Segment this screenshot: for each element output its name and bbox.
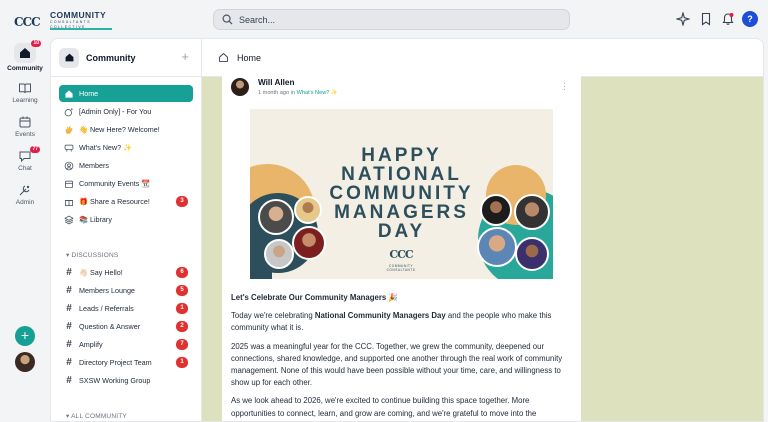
- hash-icon: #: [66, 339, 72, 350]
- admin-icon: [18, 183, 32, 197]
- post-meta: [258, 90, 338, 96]
- sidebar-item-label: SXSW Working Group: [79, 376, 151, 385]
- sidebar-item-sxsw[interactable]: [59, 372, 193, 389]
- hash-icon: #: [66, 267, 72, 278]
- unread-badge: 3: [176, 196, 188, 207]
- hash-icon: #: [66, 321, 72, 332]
- unread-badge: 1: [176, 357, 188, 368]
- megaphone-icon: [64, 143, 74, 153]
- sidebar-item-label: Leads / Referrals: [79, 304, 134, 313]
- hash-icon: #: [66, 375, 72, 386]
- post-body: [231, 292, 573, 422]
- rail-label: Admin: [15, 199, 35, 206]
- content-panel: [50, 38, 764, 422]
- unread-badge: 7: [176, 339, 188, 350]
- post-space-link[interactable]: What's New? ✨: [296, 90, 338, 96]
- author-avatar[interactable]: [231, 78, 249, 96]
- member-photo: [477, 227, 517, 267]
- main-header: [202, 39, 764, 77]
- rail-label: Learning: [12, 97, 38, 104]
- members-icon: [64, 161, 74, 171]
- home-icon: [64, 89, 74, 99]
- member-photo: [294, 196, 322, 224]
- bookmark-icon[interactable]: [699, 12, 713, 26]
- post-time: 1 month ago in: [258, 90, 296, 96]
- search-placeholder: Search...: [239, 14, 276, 25]
- sidebar-item-amplify[interactable]: [59, 336, 193, 353]
- banner-line: COMMUNITY: [329, 183, 474, 204]
- book-icon: [18, 81, 32, 95]
- member-photo: [514, 194, 550, 230]
- sparkle-icon[interactable]: [676, 12, 690, 26]
- wordmark-line1: COMMUNITY: [50, 10, 107, 20]
- rail-item-chat[interactable]: [0, 146, 50, 172]
- banner-line: HAPPY: [361, 145, 442, 166]
- rail-item-learning[interactable]: [0, 81, 50, 104]
- community-icon: [59, 48, 79, 68]
- calendar-icon: [64, 179, 74, 189]
- member-photo: [264, 239, 294, 269]
- sidebar-item-members[interactable]: [59, 157, 193, 174]
- bell-icon[interactable]: [721, 12, 735, 26]
- rail-badge-community: 10: [33, 40, 39, 46]
- sidebar-item-label: [Admin Only] - For You: [79, 107, 152, 116]
- unread-badge: 5: [176, 285, 188, 296]
- post-more-button[interactable]: ⋮: [560, 81, 569, 91]
- post-heading: Let's Celebrate Our Community Managers 🎉: [231, 293, 399, 302]
- sidebar-item-question-answer[interactable]: [59, 318, 193, 335]
- rail-item-events[interactable]: [0, 115, 50, 138]
- user-avatar[interactable]: [15, 352, 35, 372]
- section-discussions[interactable]: [66, 251, 118, 259]
- unread-badge: 6: [176, 267, 188, 278]
- page-title: Home: [237, 52, 262, 63]
- rail-label: Events: [15, 131, 35, 138]
- add-space-button[interactable]: +: [181, 49, 189, 64]
- rail-item-admin[interactable]: [0, 183, 50, 206]
- wordmark-line2: CONSULTANTS COLLECTIVE: [50, 20, 91, 29]
- sidebar-item-label: 👋 New Here? Welcome!: [79, 125, 160, 134]
- sidebar-item-share-resource[interactable]: [59, 193, 193, 210]
- rail-badge-chat: 77: [32, 146, 38, 152]
- banner-logo: CCC: [389, 248, 413, 261]
- banner-logo-text: COMMUNITY CONSULTANTS: [386, 264, 416, 272]
- p1-bold: National Community Managers Day: [314, 311, 446, 321]
- sidebar-item-label: Question & Answer: [79, 322, 141, 331]
- hash-icon: #: [66, 285, 72, 296]
- member-photo: [258, 199, 294, 235]
- sidebar-item-label: Home: [79, 89, 99, 98]
- rail-item-community[interactable]: [0, 40, 50, 72]
- rail-label: Community: [7, 65, 43, 72]
- post-paragraph: 2025 was a meaningful year for the CCC. Together, we grew the community, deepened our connections, shared knowledge, and supported one another through the real work of community management. None of this would have been possible without your time, care, and willingness to show up for each other.: [231, 341, 563, 388]
- wave-icon: [64, 125, 74, 135]
- unread-badge: 2: [176, 321, 188, 332]
- p1-after: and the people who make this community what it is.: [231, 311, 552, 333]
- post-card: [222, 76, 581, 422]
- sidebar-item-welcome[interactable]: [59, 121, 193, 138]
- sidebar-item-members-lounge[interactable]: [59, 282, 193, 299]
- sidebar-item-say-hello[interactable]: [59, 264, 193, 281]
- unread-badge: 1: [176, 303, 188, 314]
- sidebar-item-label: Members Lounge: [79, 286, 135, 295]
- member-photo: [515, 237, 549, 271]
- sidebar-item-for-you[interactable]: [59, 103, 193, 120]
- sidebar-header: [51, 39, 201, 77]
- calendar-icon: [18, 115, 32, 129]
- rail-active-box: [14, 40, 39, 63]
- search-input[interactable]: [213, 9, 570, 30]
- create-button[interactable]: +: [15, 326, 35, 346]
- top-bar: [0, 0, 768, 40]
- member-photo: [480, 194, 512, 226]
- hash-icon: #: [66, 303, 72, 314]
- section-title: ALL COMMUNITY: [71, 413, 127, 420]
- brand-logo[interactable]: CCC: [14, 15, 40, 29]
- banner-line: NATIONAL: [341, 164, 462, 185]
- sidebar-item-home[interactable]: [59, 85, 193, 102]
- post-paragraph: [231, 310, 573, 334]
- post-banner-image[interactable]: [250, 109, 553, 279]
- hash-icon: #: [66, 357, 72, 368]
- banner-line: MANAGERS: [334, 202, 469, 223]
- post-author[interactable]: Will Allen: [258, 78, 295, 87]
- sidebar-title: Community: [86, 52, 136, 63]
- post-paragraph: As we look ahead to 2026, we're excited to continue building this space together. More opportunities to connect, learn, and grow are coming, and we're grateful to move into the: [231, 396, 537, 418]
- member-photo: [292, 226, 326, 260]
- sidebar-item-label: 📚 Library: [79, 215, 112, 224]
- banner-line: DAY: [377, 221, 426, 242]
- home-icon: [218, 52, 229, 63]
- rail-label: Chat: [18, 165, 32, 172]
- p1-before: Today we're celebrating: [231, 311, 315, 321]
- feed-area: [202, 77, 764, 422]
- chevron-down-icon: ▾: [66, 413, 72, 420]
- sparkle-icon: [64, 107, 74, 117]
- sidebar-item-whats-new[interactable]: [59, 139, 193, 156]
- sidebar-item-label: Amplify: [79, 340, 103, 349]
- gift-icon: [64, 197, 74, 207]
- brand-wordmark[interactable]: [50, 10, 112, 30]
- sidebar-item-label: Community Events 📆: [79, 179, 151, 188]
- sidebar-item-leads-referrals[interactable]: [59, 300, 193, 317]
- stack-icon: [64, 215, 74, 225]
- sidebar-item-label: 👋🏻 Say Hello!: [79, 268, 123, 277]
- sidebar-item-directory-project[interactable]: [59, 354, 193, 371]
- section-title: DISCUSSIONS: [71, 252, 119, 259]
- community-sidebar: [51, 39, 202, 422]
- chevron-down-icon: ▾: [66, 252, 72, 259]
- app-rail: [0, 40, 50, 422]
- section-all-community[interactable]: [66, 412, 127, 420]
- sidebar-item-library[interactable]: [59, 211, 193, 228]
- sidebar-item-label: What's New? ✨: [79, 143, 133, 152]
- sidebar-item-label: Directory Project Team: [79, 358, 152, 367]
- sidebar-item-label: 🎁 Share a Resource!: [79, 197, 150, 206]
- search-icon: [222, 14, 233, 25]
- sidebar-item-events[interactable]: [59, 175, 193, 192]
- home-icon: [18, 46, 32, 60]
- help-button[interactable]: ?: [742, 11, 758, 27]
- sidebar-item-label: Members: [79, 161, 109, 170]
